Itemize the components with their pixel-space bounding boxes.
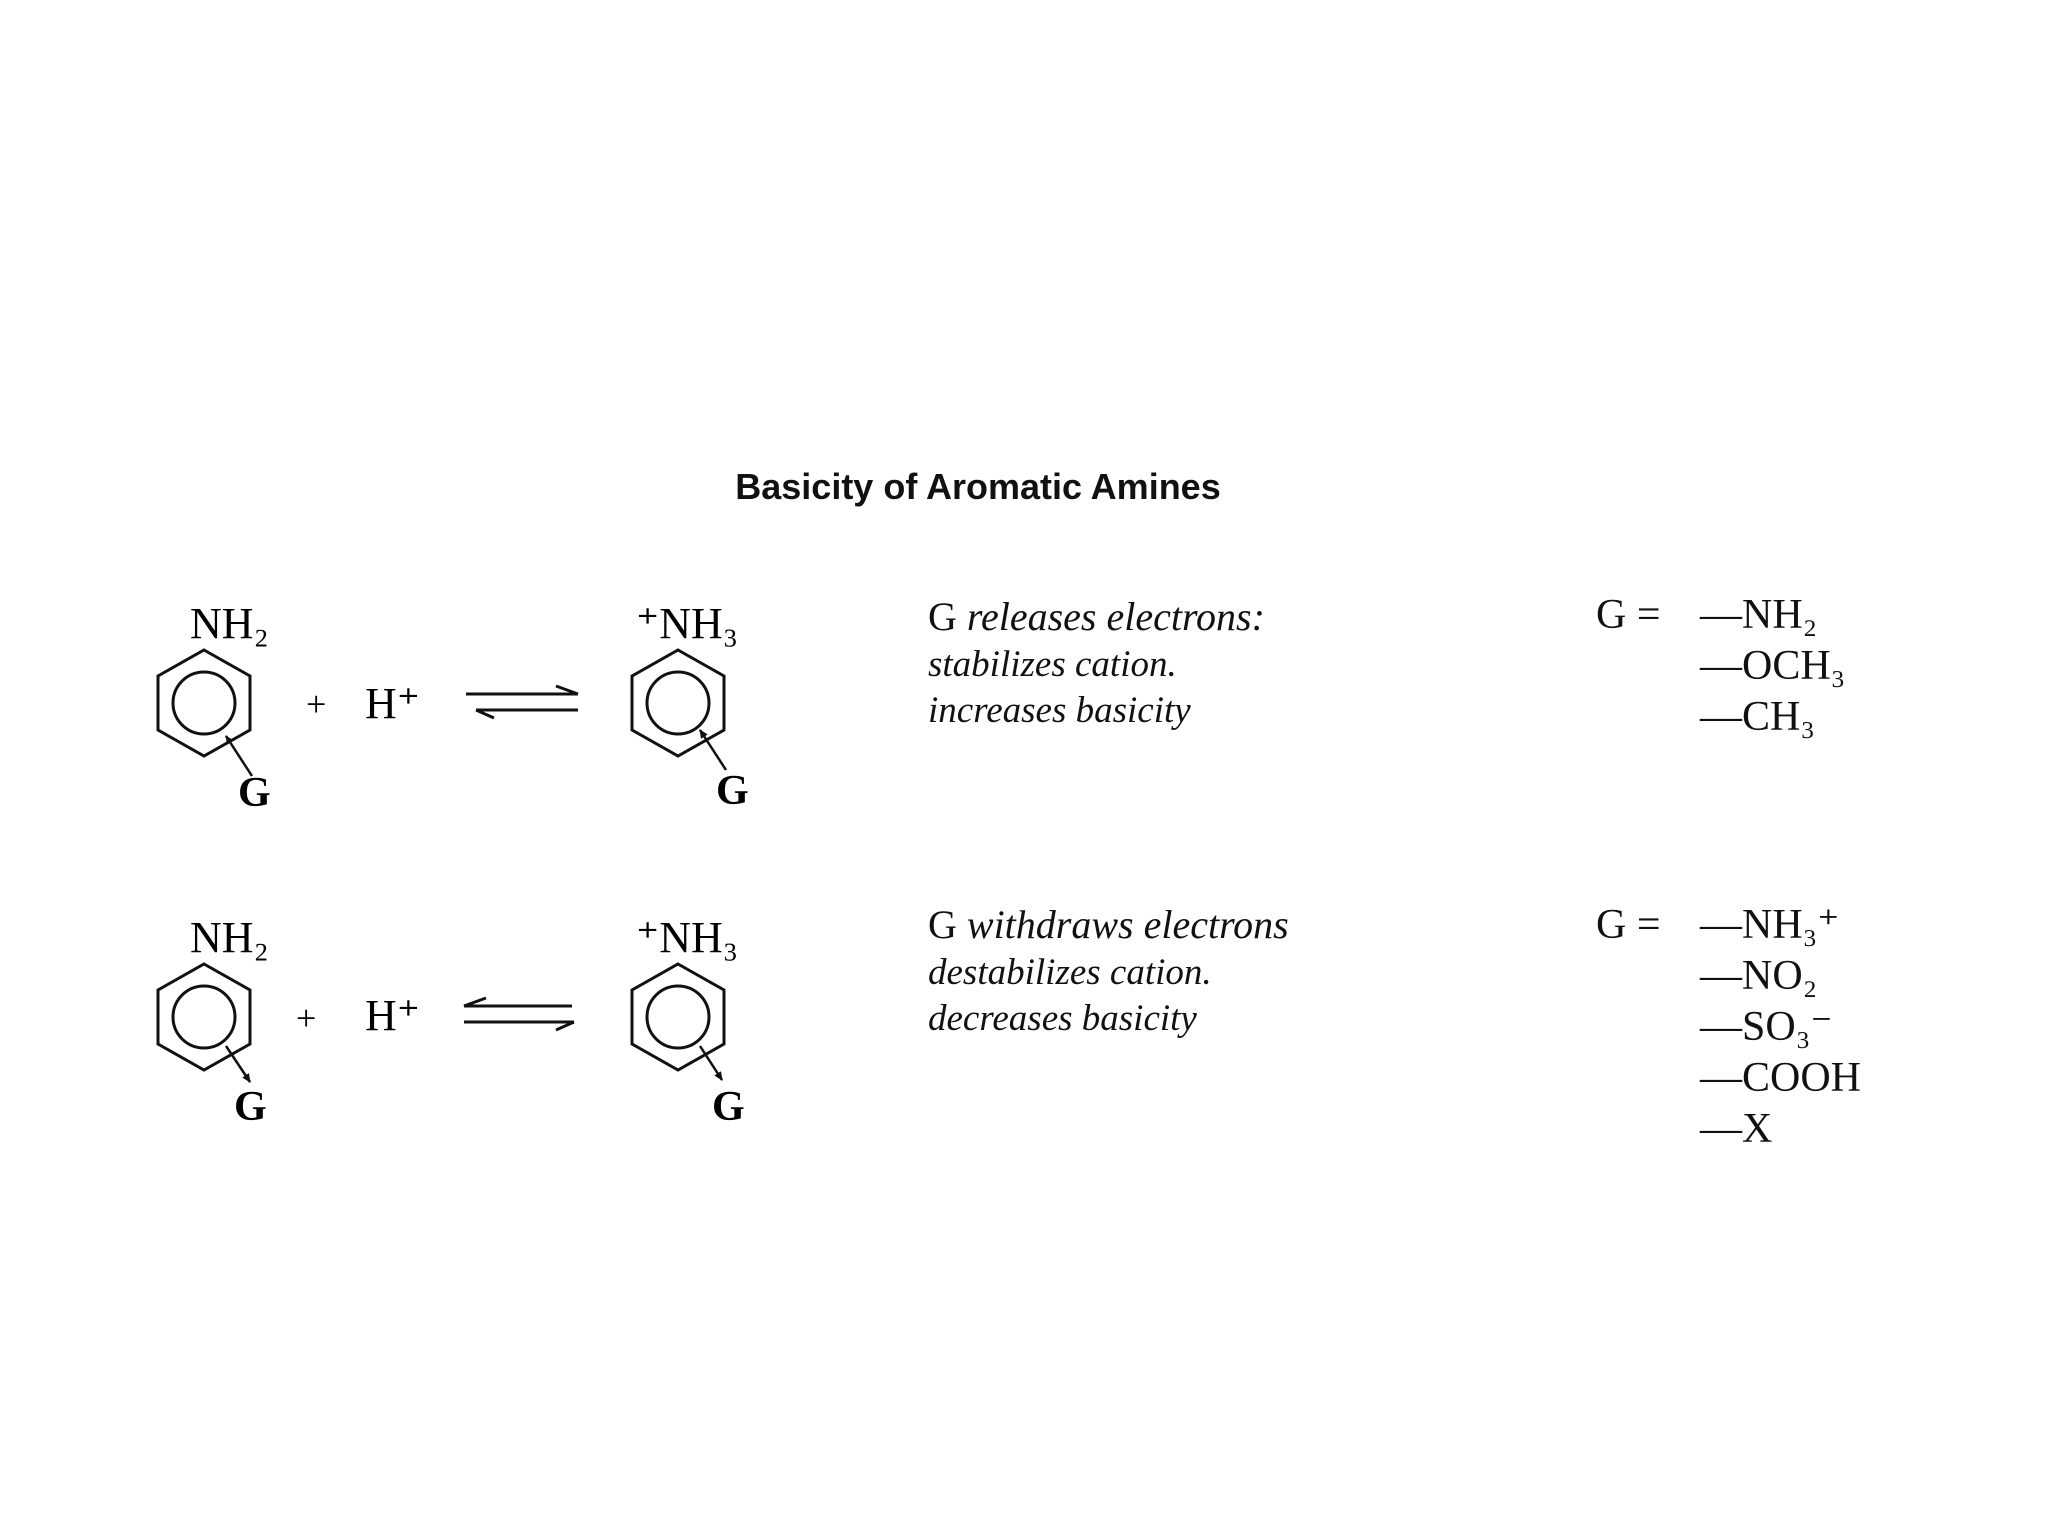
page-title: Basicity of Aromatic Amines	[735, 466, 1221, 507]
reactant-1-substituent: G	[238, 770, 271, 816]
plus-sign-1: +	[306, 684, 327, 724]
reactant-2-molecule	[158, 913, 269, 1130]
group-item: —X	[1700, 1106, 1773, 1152]
group-item: —OCH₃	[1700, 643, 1846, 689]
effect-heading-1	[928, 594, 1265, 640]
proton-1: H⁺	[365, 679, 420, 728]
effect-line-1: destabilizes cation.	[928, 952, 1212, 993]
group-item: —NH₃⁺	[1700, 902, 1840, 948]
plus-sign-2: +	[296, 998, 317, 1038]
reactant-1-amine-label: NH₂	[190, 599, 269, 648]
product-2-ammonium-label: ⁺NH₃	[636, 913, 739, 962]
effect-heading-g: G	[928, 594, 957, 639]
product-1-molecule	[632, 599, 749, 814]
reactant-2-amine-label: NH₂	[190, 913, 269, 962]
reaction-2	[158, 913, 745, 1130]
group-item: —NO₂	[1700, 953, 1818, 999]
reactant-2-substituent: G	[234, 1084, 267, 1130]
effect-description-1	[928, 594, 1265, 734]
aromatic-circle-icon	[647, 672, 709, 734]
product-2-molecule	[632, 913, 745, 1130]
effect-line-2: increases basicity	[928, 690, 1191, 731]
group-item: —SO₃⁻	[1700, 1004, 1833, 1050]
effect-line-1: stabilizes cation.	[928, 644, 1177, 685]
effect-description-2	[928, 902, 1289, 1042]
groups-label: G =	[1596, 902, 1661, 948]
equilibrium-arrows-icon	[464, 998, 574, 1030]
effect-heading-text: withdraws electrons	[966, 902, 1289, 947]
aromatic-circle-icon	[647, 986, 709, 1048]
effect-heading-text: releases electrons:	[966, 594, 1265, 639]
product-1-substituent: G	[716, 768, 749, 814]
proton-2: H⁺	[365, 991, 420, 1040]
aromatic-circle-icon	[173, 672, 235, 734]
reactant-1-molecule	[158, 599, 271, 816]
groups-label: G =	[1596, 592, 1661, 638]
group-list	[1700, 590, 1845, 743]
effect-heading-g: G	[928, 902, 957, 947]
group-item: —CH₃	[1700, 694, 1815, 740]
reaction-1	[158, 599, 749, 816]
product-2-substituent: G	[712, 1084, 745, 1130]
group-item: —NH₂	[1700, 592, 1818, 638]
aromatic-circle-icon	[173, 986, 235, 1048]
product-1-ammonium-label: ⁺NH₃	[636, 599, 739, 648]
group-item: —COOH	[1700, 1055, 1862, 1101]
effect-line-2: decreases basicity	[928, 998, 1197, 1039]
effect-heading-2	[928, 902, 1289, 948]
equilibrium-arrows-icon	[466, 686, 578, 718]
group-list	[1700, 900, 1861, 1155]
